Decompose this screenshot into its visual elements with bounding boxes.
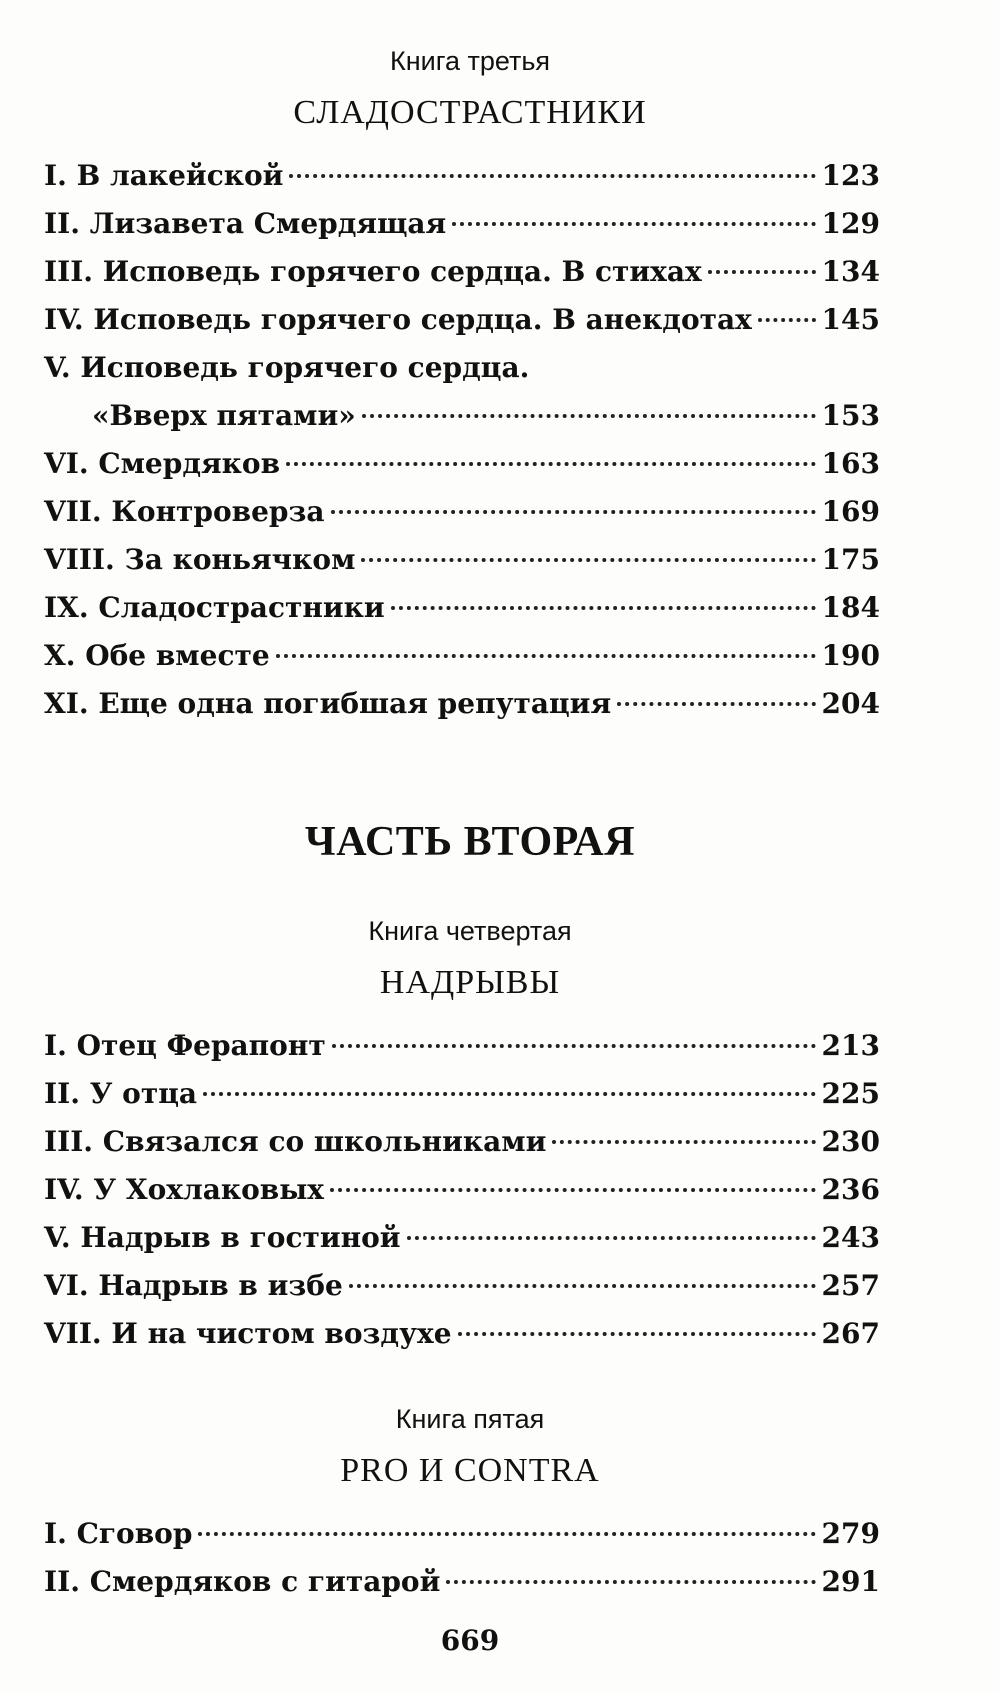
book3-label: Книга третья <box>389 46 551 76</box>
dot-leader <box>617 702 815 706</box>
chapter-title: V. Исповедь горячего сердца. <box>44 351 530 384</box>
toc-entry[interactable] <box>44 1118 880 1166</box>
toc-entry[interactable] <box>44 440 880 488</box>
toc-entry[interactable] <box>44 488 880 536</box>
toc-entry[interactable] <box>44 200 880 248</box>
chapter-title: III. Исповедь горячего сердца. В стихах <box>44 255 702 288</box>
chapter-title: V. Надрыв в гостиной <box>44 1221 401 1254</box>
toc-entry[interactable] <box>44 1310 880 1358</box>
dot-leader <box>331 510 816 514</box>
chapter-title: IV. У Хохлаковых <box>44 1173 324 1206</box>
chapter-title: I. Отец Ферапонт <box>44 1029 326 1062</box>
part-title: ЧАСТЬ ВТОРАЯ <box>304 819 636 865</box>
page-number: 225 <box>821 1077 880 1110</box>
chapter-title: VI. Надрыв в избе <box>44 1269 343 1302</box>
book5-label: Книга пятая <box>395 1404 545 1434</box>
toc-entry[interactable] <box>44 584 880 632</box>
page-number: 267 <box>821 1317 880 1350</box>
page-number: 190 <box>821 639 880 672</box>
chapter-title: XI. Еще одна погибшая репутация <box>44 687 612 720</box>
dot-leader <box>452 222 815 226</box>
dot-leader <box>361 558 815 562</box>
page-number: 204 <box>821 687 880 720</box>
chapter-title: IV. Исповедь горячего сердца. В анекдотах <box>44 303 752 336</box>
chapter-title: VII. Контроверза <box>44 495 325 528</box>
dot-leader <box>332 1044 816 1048</box>
chapter-title: III. Связался со школьниками <box>44 1125 547 1158</box>
toc-entry[interactable] <box>44 1070 880 1118</box>
toc-entry[interactable] <box>44 1022 880 1070</box>
page-number: 213 <box>821 1029 880 1062</box>
page-number: 169 <box>821 495 880 528</box>
chapter-title: VII. И на чистом воздухе <box>44 1317 452 1350</box>
chapter-title: I. В лакейской <box>44 159 284 192</box>
chapter-title: IX. Сладострастники <box>44 591 385 624</box>
dot-leader <box>708 270 816 274</box>
dot-leader <box>286 462 816 466</box>
toc-entry[interactable] <box>44 1510 880 1558</box>
toc-entry[interactable] <box>44 344 880 392</box>
toc-entry[interactable] <box>44 536 880 584</box>
book5-chapter-list <box>44 1510 880 1606</box>
chapter-title: X. Обе вместе <box>44 639 270 672</box>
toc-entry[interactable] <box>44 248 880 296</box>
page-number: 184 <box>821 591 880 624</box>
dot-leader <box>198 1532 815 1536</box>
page-number: 291 <box>821 1565 880 1598</box>
toc-entry[interactable] <box>44 1214 880 1262</box>
chapter-title: VIII. За коньячком <box>44 543 356 576</box>
chapter-title: I. Сговор <box>44 1517 193 1550</box>
dot-leader <box>276 654 816 658</box>
book3-chapter-list <box>44 152 880 728</box>
toc-entry[interactable] <box>44 1558 880 1606</box>
dot-leader <box>446 1580 815 1584</box>
page-number: 230 <box>821 1125 880 1158</box>
dot-leader <box>391 606 816 610</box>
book5-title: PRO И CONTRA <box>340 1452 600 1489</box>
dot-leader <box>330 1188 816 1192</box>
toc-entry[interactable] <box>44 296 880 344</box>
page-number: 279 <box>821 1517 880 1550</box>
dot-leader <box>758 318 816 322</box>
toc-entry[interactable] <box>44 632 880 680</box>
dot-leader <box>552 1140 815 1144</box>
toc-entry[interactable] <box>44 1262 880 1310</box>
dot-leader <box>203 1092 816 1096</box>
page-number: 134 <box>821 255 880 288</box>
chapter-title-continued: «Вверх пятами» <box>92 399 356 432</box>
toc-entry[interactable] <box>44 152 880 200</box>
page-number: 257 <box>821 1269 880 1302</box>
page-number: 243 <box>821 1221 880 1254</box>
page-number: 236 <box>821 1173 880 1206</box>
page-number: 175 <box>821 543 880 576</box>
page-number: 129 <box>821 207 880 240</box>
dot-leader <box>289 174 815 178</box>
toc-entry[interactable] <box>44 1166 880 1214</box>
book4-title: НАДРЫВЫ <box>379 964 561 1001</box>
chapter-title: II. Смердяков с гитарой <box>44 1565 441 1598</box>
folio-page-number: 669 <box>440 1624 500 1657</box>
chapter-title: II. Лизавета Смердящая <box>44 207 447 240</box>
page-number: 153 <box>821 399 880 432</box>
book3-title: СЛАДОСТРАСТНИКИ <box>293 94 647 131</box>
chapter-title: II. У отца <box>44 1077 198 1110</box>
dot-leader <box>458 1332 816 1336</box>
dot-leader <box>349 1284 816 1288</box>
page-number: 145 <box>821 303 880 336</box>
page-number: 163 <box>821 447 880 480</box>
dot-leader <box>407 1236 816 1240</box>
book4-chapter-list <box>44 1022 880 1358</box>
chapter-title: VI. Смердяков <box>44 447 281 480</box>
page-number: 123 <box>821 159 880 192</box>
toc-entry[interactable] <box>44 680 880 728</box>
book4-label: Книга четвертая <box>368 916 572 946</box>
toc-entry-continuation[interactable] <box>44 392 880 440</box>
dot-leader <box>362 414 816 418</box>
